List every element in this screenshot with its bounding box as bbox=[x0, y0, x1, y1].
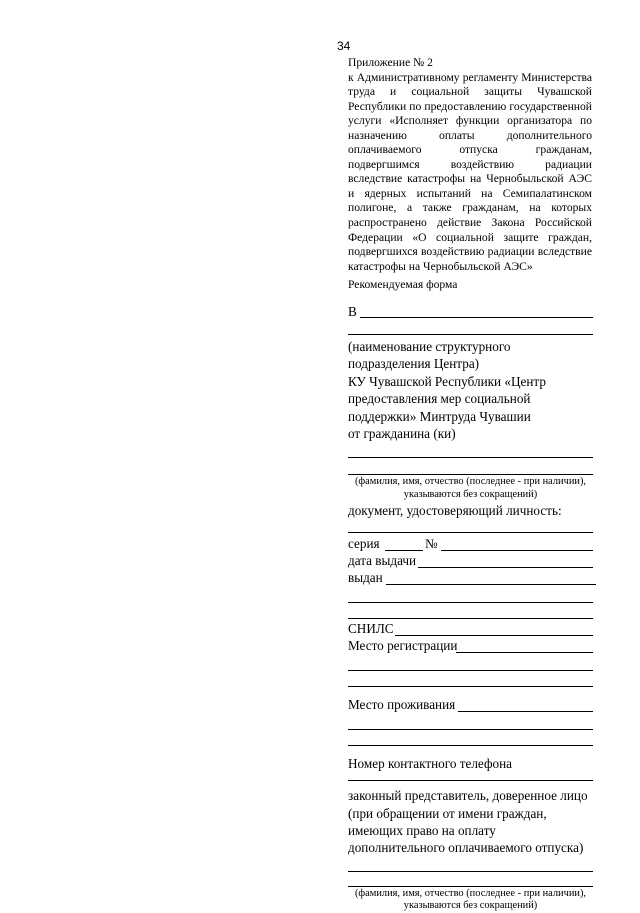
issue-date-row bbox=[348, 553, 593, 570]
org-blank-line[interactable] bbox=[348, 334, 593, 335]
issue-date-field-line[interactable] bbox=[418, 567, 593, 568]
name-line-2[interactable] bbox=[348, 474, 593, 475]
residence-row bbox=[348, 697, 593, 714]
name-caption-line-1: (фамилия, имя, отчество (последнее - при наличии), bbox=[354, 476, 587, 488]
series-label: серия bbox=[348, 536, 380, 552]
issued-by-row bbox=[348, 570, 593, 587]
annex-body: к Административному регламенту Министерства труда и социальной защиты Чувашской Республики по предоставлению государственной услуги «Исполняет функции организатора по назначению оплаты дополнительного оплачиваемого отпуска гражданам, подвергшимся воздействию радиации вследствие катастрофы на Чернобыльской АЭС и ядерных испытаний на Семипалатинском полигоне, а также гражданам, на которых распространено действие Закона Российской Федерации «О социальной защите граждан, подвергшихся воздействию радиации вследствие катастрофы на Чернобыльской АЭС» bbox=[348, 70, 592, 273]
id-document-line[interactable] bbox=[348, 532, 593, 533]
recommended-form-label: Рекомендуемая форма bbox=[348, 278, 458, 291]
phone-label: Номер контактного телефона bbox=[348, 755, 512, 771]
series-row bbox=[348, 536, 593, 553]
issued-by-label: выдан bbox=[348, 570, 383, 586]
registration-line-2[interactable] bbox=[348, 670, 593, 671]
phone-line[interactable] bbox=[348, 780, 593, 781]
snils-row bbox=[348, 621, 593, 638]
registration-row bbox=[348, 638, 593, 655]
snils-field-line[interactable] bbox=[395, 635, 593, 636]
name-caption-line-2: указываются без сокращений) bbox=[403, 488, 538, 500]
series-field-line[interactable] bbox=[385, 550, 423, 551]
rep-caption bbox=[348, 888, 593, 913]
issued-by-line-2[interactable] bbox=[348, 602, 593, 603]
name-line-1[interactable] bbox=[348, 457, 593, 458]
residence-field-line[interactable] bbox=[458, 711, 593, 712]
registration-label: Место регистрации bbox=[348, 638, 458, 654]
name-caption bbox=[348, 476, 593, 501]
issue-date-label: дата выдачи bbox=[348, 553, 417, 569]
registration-line-3[interactable] bbox=[348, 686, 593, 687]
org-note: (наименование структурного подразделения Центра) bbox=[348, 339, 511, 372]
rep-caption-line-2: указываются без сокращений) bbox=[403, 900, 538, 912]
id-document-label: документ, удостоверяющий личность: bbox=[348, 503, 562, 519]
annex-header bbox=[348, 56, 592, 274]
issued-by-line-3[interactable] bbox=[348, 618, 593, 619]
to-prefix: В bbox=[348, 303, 357, 319]
page-number: 34 bbox=[337, 39, 351, 53]
to-field-line[interactable] bbox=[360, 317, 593, 318]
application-form bbox=[348, 304, 593, 913]
representative-label: законный представитель, доверенное лицо (при обращении от имени граждан, имеющих право на оплату дополнительного оплачиваемого отпуска) bbox=[348, 788, 588, 856]
from-label: от гражданина (ки) bbox=[348, 426, 456, 442]
residence-line-3[interactable] bbox=[348, 745, 593, 746]
snils-label: СНИЛС bbox=[348, 621, 394, 637]
rep-caption-line-1: (фамилия, имя, отчество (последнее - при наличии), bbox=[354, 887, 587, 899]
representative-line-2[interactable] bbox=[348, 886, 593, 887]
number-field-line[interactable] bbox=[441, 550, 593, 551]
annex-title: Приложение № 2 bbox=[348, 56, 433, 69]
to-row bbox=[348, 304, 593, 320]
number-label: № bbox=[425, 536, 438, 552]
issued-by-field-line[interactable] bbox=[386, 584, 596, 585]
representative-line-1[interactable] bbox=[348, 871, 593, 872]
residence-label: Место проживания bbox=[348, 697, 456, 713]
center-name: КУ Чувашской Республики «Центр предоставления мер социальной поддержки» Минтруда Чувашии bbox=[348, 373, 546, 424]
registration-field-line[interactable] bbox=[456, 652, 593, 653]
residence-line-2[interactable] bbox=[348, 729, 593, 730]
